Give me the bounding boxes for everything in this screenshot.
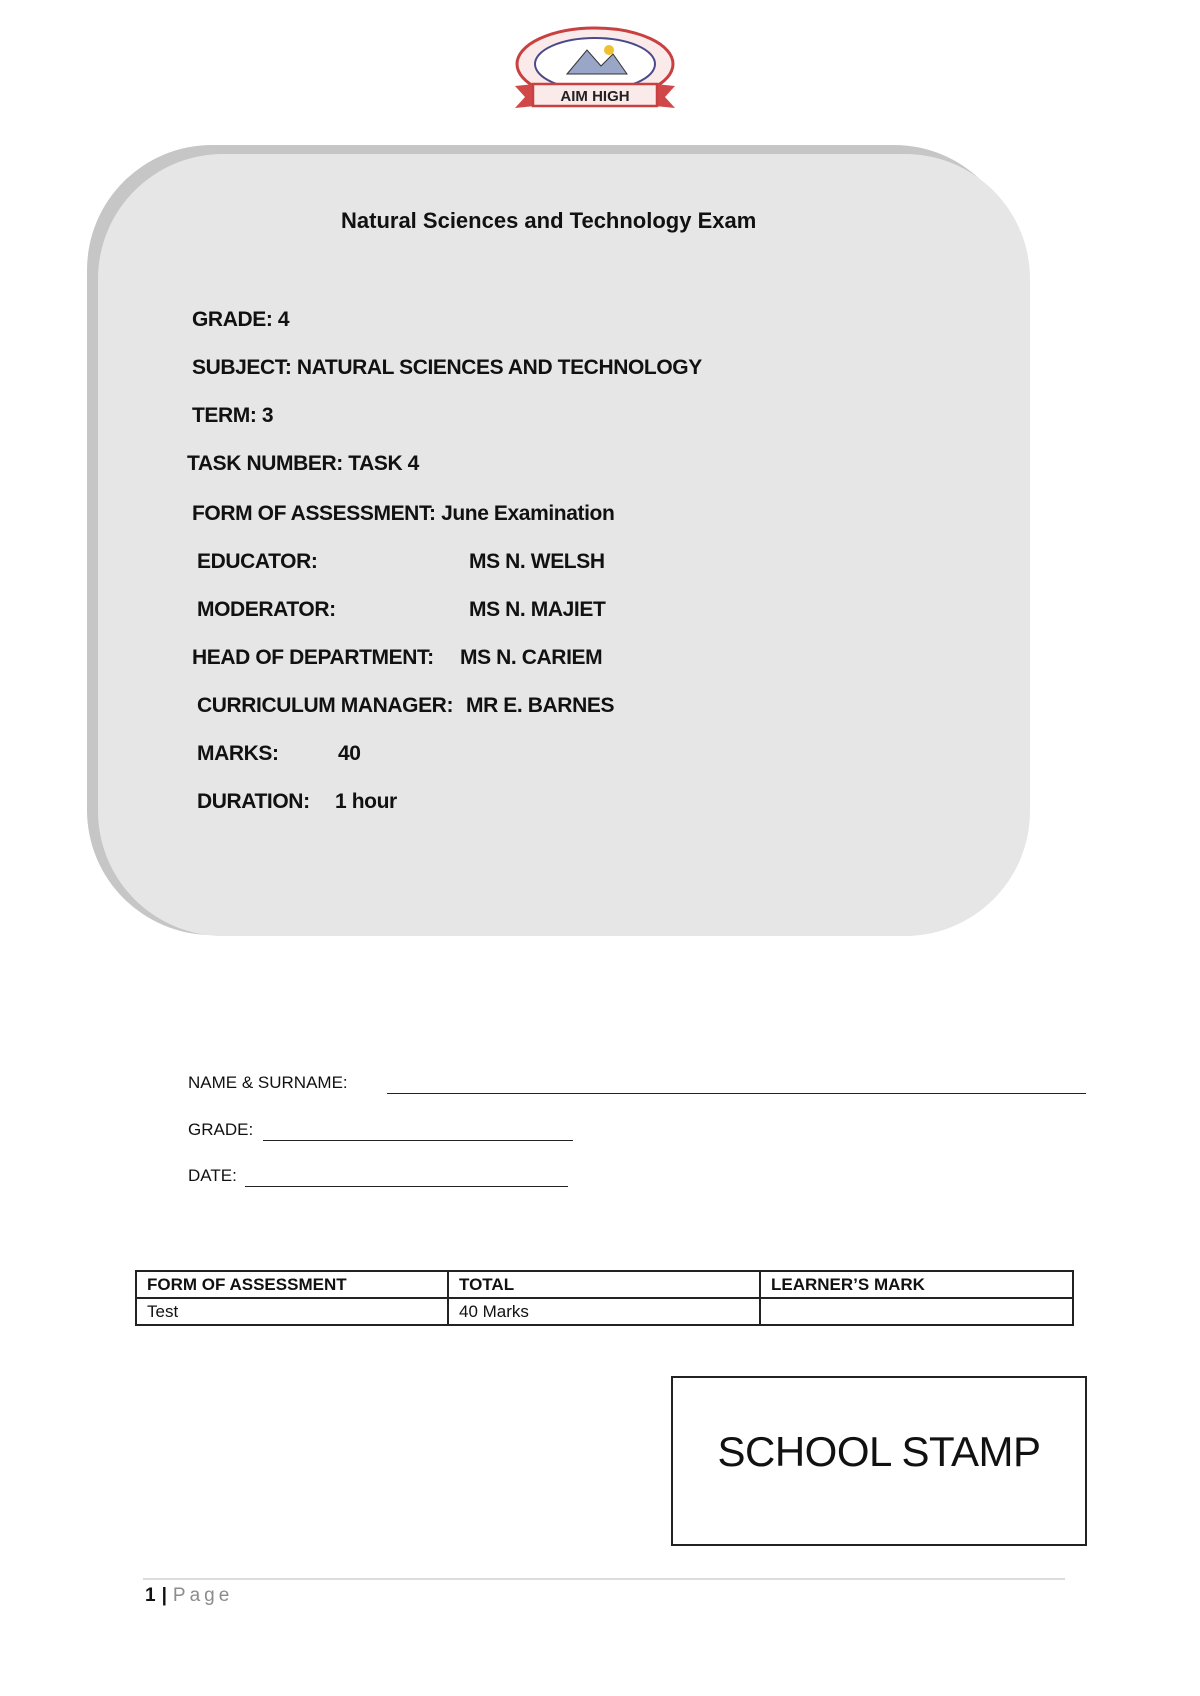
exam-title: Natural Sciences and Technology Exam (341, 208, 757, 233)
cell-form: Test (136, 1298, 448, 1325)
moderator-value: MS N. MAJIET (469, 598, 606, 621)
table-header-row (136, 1271, 1073, 1298)
curriculum-manager-value: MR E. BARNES (466, 694, 615, 717)
school-logo (505, 26, 685, 116)
form-of-assessment-line: FORM OF ASSESSMENT: June Examination (192, 502, 615, 525)
name-surname-label: NAME & SURNAME: (188, 1073, 348, 1092)
svg-text:AIM HIGH: AIM HIGH (560, 88, 630, 105)
cell-total: 40 Marks (448, 1298, 760, 1325)
grade-line: GRADE: 4 (192, 308, 290, 331)
hod-value: MS N. CARIEM (460, 646, 603, 669)
cover-panel (98, 154, 1030, 936)
page-separator: | (161, 1585, 167, 1606)
subject-line: SUBJECT: NATURAL SCIENCES AND TECHNOLOGY (192, 356, 702, 379)
grade-label: GRADE: (188, 1120, 254, 1139)
term-line: TERM: 3 (192, 404, 274, 427)
hod-label: HEAD OF DEPARTMENT: (192, 646, 434, 669)
school-stamp-label: SCHOOL STAMP (717, 1428, 1041, 1475)
duration-row (197, 790, 397, 814)
moderator-row (197, 598, 606, 622)
school-stamp-box (671, 1376, 1087, 1546)
moderator-label: MODERATOR: (197, 598, 336, 621)
footer-rule (143, 1578, 1065, 1580)
date-field[interactable] (245, 1186, 568, 1187)
header-total: TOTAL (448, 1271, 760, 1298)
marks-label: MARKS: (197, 742, 279, 765)
duration-value: 1 hour (335, 790, 397, 813)
task-number-line: TASK NUMBER: TASK 4 (187, 452, 419, 475)
cell-learners-mark[interactable] (760, 1298, 1073, 1325)
assessment-table (135, 1270, 1074, 1326)
marks-row (197, 742, 361, 766)
marks-value: 40 (338, 742, 361, 765)
table-row (136, 1298, 1073, 1325)
header-form-of-assessment: FORM OF ASSESSMENT (136, 1271, 448, 1298)
page-word: Page (172, 1585, 234, 1606)
header-learners-mark: LEARNER’S MARK (760, 1271, 1073, 1298)
curriculum-manager-label: CURRICULUM MANAGER: (197, 694, 454, 717)
hod-row (192, 646, 603, 670)
grade-field[interactable] (263, 1140, 573, 1141)
duration-label: DURATION: (197, 790, 310, 813)
page-footer (145, 1585, 233, 1607)
date-label: DATE: (188, 1166, 237, 1185)
educator-value: MS N. WELSH (469, 550, 605, 573)
educator-label: EDUCATOR: (197, 550, 318, 573)
name-surname-field[interactable] (387, 1093, 1086, 1094)
curriculum-manager-row (197, 694, 615, 718)
educator-row (197, 550, 605, 574)
page-number: 1 (145, 1585, 156, 1606)
